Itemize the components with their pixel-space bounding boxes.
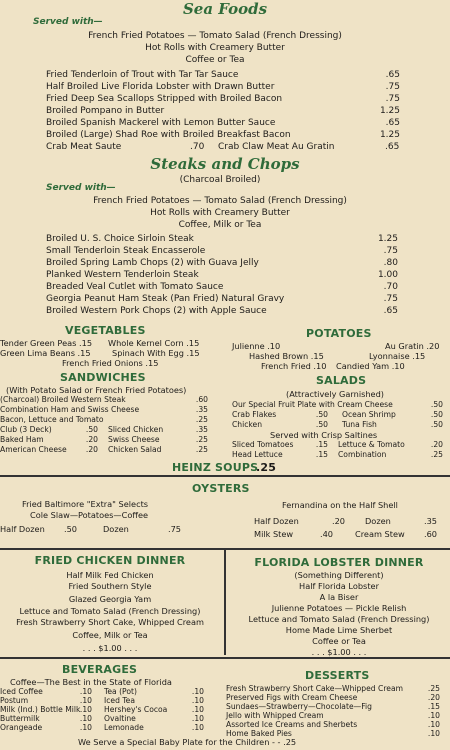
lobster-line: (Something Different) — [294, 570, 384, 580]
item-name: Combination — [338, 450, 387, 459]
item-price: .50 — [315, 420, 328, 429]
oysters-right-title: Fernandina on the Half Shell — [282, 500, 398, 510]
item-name: Combination Ham and Swiss Cheese — [0, 405, 140, 414]
item-price: .25 — [427, 684, 440, 693]
oysters-right-half: Half Dozen — [254, 516, 299, 526]
item-price: .10 — [79, 714, 92, 723]
oysters-right-dozen-price: .35 — [424, 516, 438, 526]
item-name: Iced Tea — [104, 696, 135, 705]
menu-item — [46, 106, 400, 118]
item-name: Swiss Cheese — [108, 435, 160, 444]
item-price: .10 — [191, 687, 204, 696]
item-price: .70 — [383, 282, 398, 292]
seafoods-line1: French Fried Potatoes — Tomato Salad (French Dressing) — [88, 31, 342, 41]
veg-spinach: Spinach With Egg .15 — [112, 348, 200, 358]
pot-french-fried: French Fried .10 — [261, 361, 327, 371]
item-price: 1.25 — [379, 106, 400, 116]
heinz-soups-price: .25 — [256, 461, 277, 474]
divider — [0, 475, 450, 477]
lobster-price: . . . $1.00 . . . — [311, 647, 367, 657]
crab-gratin-name: Crab Claw Meat Au Gratin — [218, 142, 335, 152]
lobster-line: A la Biser — [319, 592, 359, 602]
item-name: Iced Coffee — [0, 687, 43, 696]
lobster-line: Half Florida Lobster — [299, 581, 379, 591]
menu-item — [108, 435, 208, 445]
item-price: .75 — [385, 82, 400, 92]
item-name: Fried Tenderloin of Trout with Tar Tar Sauce — [46, 70, 239, 80]
lobster-line: Lettuce and Tomato Salad (French Dressing) — [248, 614, 430, 624]
item-price: .15 — [427, 702, 440, 711]
item-name: Our Special Fruit Plate with Cream Cheese — [232, 400, 393, 409]
item-name: Broiled Spring Lamb Chops (2) with Guava Jelly — [46, 258, 259, 268]
item-price: .60 — [195, 395, 208, 404]
salads-saltines: Served with Crisp Saltines — [270, 430, 378, 440]
crab-saute-price: .70 — [190, 142, 205, 152]
menu-item — [232, 420, 328, 430]
item-name: Ovaltine — [104, 714, 136, 723]
pot-lyonnaise: Lyonnaise .15 — [369, 351, 426, 361]
item-price: .75 — [385, 94, 400, 104]
item-price: .25 — [195, 445, 208, 454]
item-price: .50 — [430, 420, 443, 429]
item-price: .10 — [191, 705, 204, 714]
item-price: .75 — [383, 294, 398, 304]
item-name: Broiled (Large) Shad Roe with Broiled Breakfast Bacon — [46, 130, 291, 140]
item-price: .15 — [315, 450, 328, 459]
chicken-dinner-title: FRIED CHICKEN DINNER — [34, 554, 186, 567]
steaks-line2: Hot Rolls with Creamery Butter — [150, 208, 290, 218]
item-price: .80 — [383, 258, 398, 268]
item-price: .10 — [427, 729, 440, 738]
item-price: .50 — [430, 400, 443, 409]
item-price: .20 — [430, 440, 443, 449]
salads-subtitle: (Attractively Garnished) — [286, 389, 384, 399]
item-name: Bacon, Lettuce and Tomato — [0, 415, 104, 424]
beverages-title: BEVERAGES — [62, 663, 138, 676]
item-price: 1.25 — [377, 234, 398, 244]
menu-item — [108, 425, 208, 435]
chicken-price: . . . $1.00 . . . — [82, 643, 138, 653]
item-name: Georgia Peanut Ham Steak (Pan Fried) Natural Gravy — [46, 294, 285, 304]
menu-item — [46, 234, 398, 246]
menu-item — [342, 420, 443, 430]
item-name: Planked Western Tenderloin Steak — [46, 270, 199, 280]
pot-hashed: Hashed Brown .15 — [249, 351, 324, 361]
pot-gratin: Au Gratin .20 — [385, 341, 440, 351]
item-price: .15 — [315, 440, 328, 449]
item-name: Sliced Chicken — [108, 425, 164, 434]
oysters-left-sub: Cole Slaw—Potatoes—Coffee — [30, 510, 149, 520]
chicken-line: Lettuce and Tomato Salad (French Dressing) — [19, 606, 201, 616]
oysters-cream-stew-price: .60 — [424, 529, 438, 539]
seafoods-line2: Hot Rolls with Creamery Butter — [145, 43, 285, 53]
item-name: Hershey's Cocoa — [104, 705, 168, 714]
oysters-right-dozen: Dozen — [365, 516, 391, 526]
oysters-milk-stew-price: .40 — [320, 529, 334, 539]
menu-item — [104, 723, 204, 733]
item-price: .10 — [427, 720, 440, 729]
item-name: Tuna Fish — [342, 420, 377, 429]
item-price: .10 — [79, 705, 92, 714]
item-name: Broiled U. S. Choice Sirloin Steak — [46, 234, 194, 244]
steaks-line3: Coffee, Milk or Tea — [178, 220, 262, 230]
item-price: .10 — [79, 723, 92, 732]
menu-item — [232, 440, 328, 450]
item-price: .10 — [427, 711, 440, 720]
veg-peas: Tender Green Peas .15 — [0, 338, 93, 348]
item-name: Small Tenderloin Steak Encasserole — [46, 246, 206, 256]
item-name: Lettuce & Tomato — [338, 440, 405, 449]
sandwiches-subtitle: (With Potato Salad or French Fried Potatoes) — [6, 385, 187, 395]
menu-item — [338, 440, 443, 450]
item-name: American Cheese — [0, 445, 67, 454]
menu-item — [46, 306, 398, 318]
oysters-left-half-price: .50 — [64, 524, 78, 534]
menu-item — [232, 450, 328, 460]
seafoods-title: Sea Foods — [182, 0, 268, 18]
menu-item — [46, 282, 398, 294]
divider — [0, 657, 450, 659]
item-name: Head Lettuce — [232, 450, 283, 459]
item-price: .25 — [430, 450, 443, 459]
veg-onions: French Fried Onions .15 — [62, 358, 159, 368]
item-price: .75 — [383, 246, 398, 256]
lobster-line: Coffee or Tea — [312, 636, 366, 646]
item-name: Breaded Veal Cutlet with Tomato Sauce — [46, 282, 224, 292]
item-price: .10 — [191, 723, 204, 732]
item-name: Tea (Pot) — [104, 687, 137, 696]
item-price: .25 — [195, 415, 208, 424]
item-price: .65 — [383, 306, 398, 316]
item-price: .20 — [427, 693, 440, 702]
item-name: Postum — [0, 696, 29, 705]
menu-item — [46, 130, 400, 142]
item-price: .50 — [315, 410, 328, 419]
item-name: Fried Deep Sea Scallops Stripped with Broiled Bacon — [46, 94, 283, 104]
menu-item — [232, 400, 443, 410]
menu-item — [0, 445, 98, 455]
seafoods-served-with: Served with— — [33, 17, 103, 27]
steaks-line1: French Fried Potatoes — Tomato Salad (French Dressing) — [93, 196, 347, 206]
item-price: .10 — [191, 714, 204, 723]
chicken-line: Glazed Georgia Yam — [68, 594, 152, 604]
item-name: Broiled Spanish Mackerel with Lemon Butter Sauce — [46, 118, 276, 128]
sandwiches-title: SANDWICHES — [60, 371, 146, 384]
item-name: Ocean Shrimp — [342, 410, 396, 419]
item-price: .50 — [85, 425, 98, 434]
desserts-title: DESSERTS — [305, 669, 370, 682]
item-price: .65 — [385, 118, 400, 128]
item-price: .20 — [85, 445, 98, 454]
item-name: Club (3 Deck) — [0, 425, 52, 434]
oysters-milk-stew: Milk Stew — [254, 529, 294, 539]
oysters-left-dozen: Dozen — [103, 524, 129, 534]
pot-yam: Candied Yam .10 — [336, 361, 405, 371]
oysters-left-title: Fried Baltimore "Extra" Selects — [22, 499, 149, 509]
item-name: Lemonade — [104, 723, 144, 732]
item-price: .20 — [85, 435, 98, 444]
item-name: Orangeade — [0, 723, 43, 732]
item-price: .10 — [79, 696, 92, 705]
menu-item — [0, 395, 208, 405]
oysters-cream-stew: Cream Stew — [355, 529, 405, 539]
menu-item — [0, 405, 208, 415]
chicken-line: Half Milk Fed Chicken — [66, 570, 154, 580]
menu-item — [232, 410, 328, 420]
menu-item — [46, 70, 400, 82]
salads-title: SALADS — [316, 374, 367, 387]
item-name: Home Baked Pies — [226, 729, 292, 738]
item-name: Jello with Whipped Cream — [226, 711, 324, 720]
crab-gratin-price: .65 — [385, 142, 400, 152]
item-name: Fresh Strawberry Short Cake—Whipped Cream — [226, 684, 404, 693]
lobster-dinner-title: FLORIDA LOBSTER DINNER — [254, 556, 424, 569]
chicken-line: Fried Southern Style — [68, 581, 152, 591]
item-price: .50 — [430, 410, 443, 419]
potatoes-title: POTATOES — [306, 327, 372, 340]
item-price: .65 — [385, 70, 400, 80]
oysters-title: OYSTERS — [192, 482, 250, 495]
pot-julienne: Julienne .10 — [232, 341, 281, 351]
veg-lima: Green Lima Beans .15 — [0, 348, 91, 358]
item-price: .35 — [195, 405, 208, 414]
menu-item — [0, 415, 208, 425]
vegetables-title: VEGETABLES — [65, 324, 146, 337]
item-name: Sliced Tomatoes — [232, 440, 294, 449]
menu-item — [338, 450, 443, 460]
oysters-left-half: Half Dozen — [0, 524, 45, 534]
item-name: Baked Ham — [0, 435, 44, 444]
item-name: Assorted Ice Creams and Sherbets — [226, 720, 358, 729]
item-price: 1.25 — [379, 130, 400, 140]
menu-item — [0, 425, 98, 435]
heinz-soups-label: HEINZ SOUPS — [172, 461, 259, 474]
menu-item — [46, 270, 398, 282]
menu-item — [108, 445, 208, 455]
menu-item — [46, 246, 398, 258]
seafoods-line3: Coffee or Tea — [185, 55, 245, 65]
lobster-line: Julienne Potatoes — Pickle Relish — [271, 603, 407, 613]
menu-item — [46, 258, 398, 270]
item-name: Buttermilk — [0, 714, 40, 723]
beverages-intro: Coffee—The Best in the State of Florida — [10, 677, 172, 687]
item-name: Broiled Western Pork Chops (2) with Apple Sauce — [46, 306, 267, 316]
menu-item — [0, 435, 98, 445]
item-price: .10 — [191, 696, 204, 705]
divider — [224, 549, 226, 655]
veg-corn: Whole Kernel Corn .15 — [108, 338, 200, 348]
item-name: Chicken Salad — [108, 445, 162, 454]
item-price: .35 — [195, 425, 208, 434]
menu-item — [46, 82, 400, 94]
oysters-right-half-price: .20 — [332, 516, 346, 526]
menu-item — [46, 118, 400, 130]
menu-item — [46, 94, 400, 106]
menu-item — [342, 410, 443, 420]
item-price: .10 — [79, 687, 92, 696]
item-name: Half Broiled Live Florida Lobster with Drawn Butter — [46, 82, 275, 92]
menu-item — [0, 723, 92, 733]
item-name: Preserved Figs with Cream Cheese — [226, 693, 358, 702]
item-name: Crab Flakes — [232, 410, 277, 419]
item-name: (Charcoal) Broiled Western Steak — [0, 395, 126, 404]
lobster-line: Home Made Lime Sherbet — [285, 625, 393, 635]
item-price: .25 — [195, 435, 208, 444]
crab-saute-name: Crab Meat Saute — [46, 142, 122, 152]
item-name: Sundaes—Strawberry—Chocolate—Fig — [226, 702, 372, 711]
menu-item — [46, 294, 398, 306]
item-name: Broiled Pompano in Butter — [46, 106, 165, 116]
steaks-title: Steaks and Chops — [150, 155, 300, 173]
steaks-served-with: Served with— — [46, 183, 116, 193]
baby-plate-note: We Serve a Special Baby Plate for the Children - - .25 — [78, 737, 297, 747]
item-name: Milk (Ind.) Bottle Milk — [0, 705, 81, 714]
oysters-left-dozen-price: .75 — [168, 524, 182, 534]
item-name: Chicken — [232, 420, 263, 429]
chicken-line: Fresh Strawberry Short Cake, Whipped Cream — [16, 617, 204, 627]
item-price: 1.00 — [377, 270, 398, 280]
steaks-subtitle: (Charcoal Broiled) — [179, 175, 261, 185]
chicken-line: Coffee, Milk or Tea — [72, 630, 148, 640]
